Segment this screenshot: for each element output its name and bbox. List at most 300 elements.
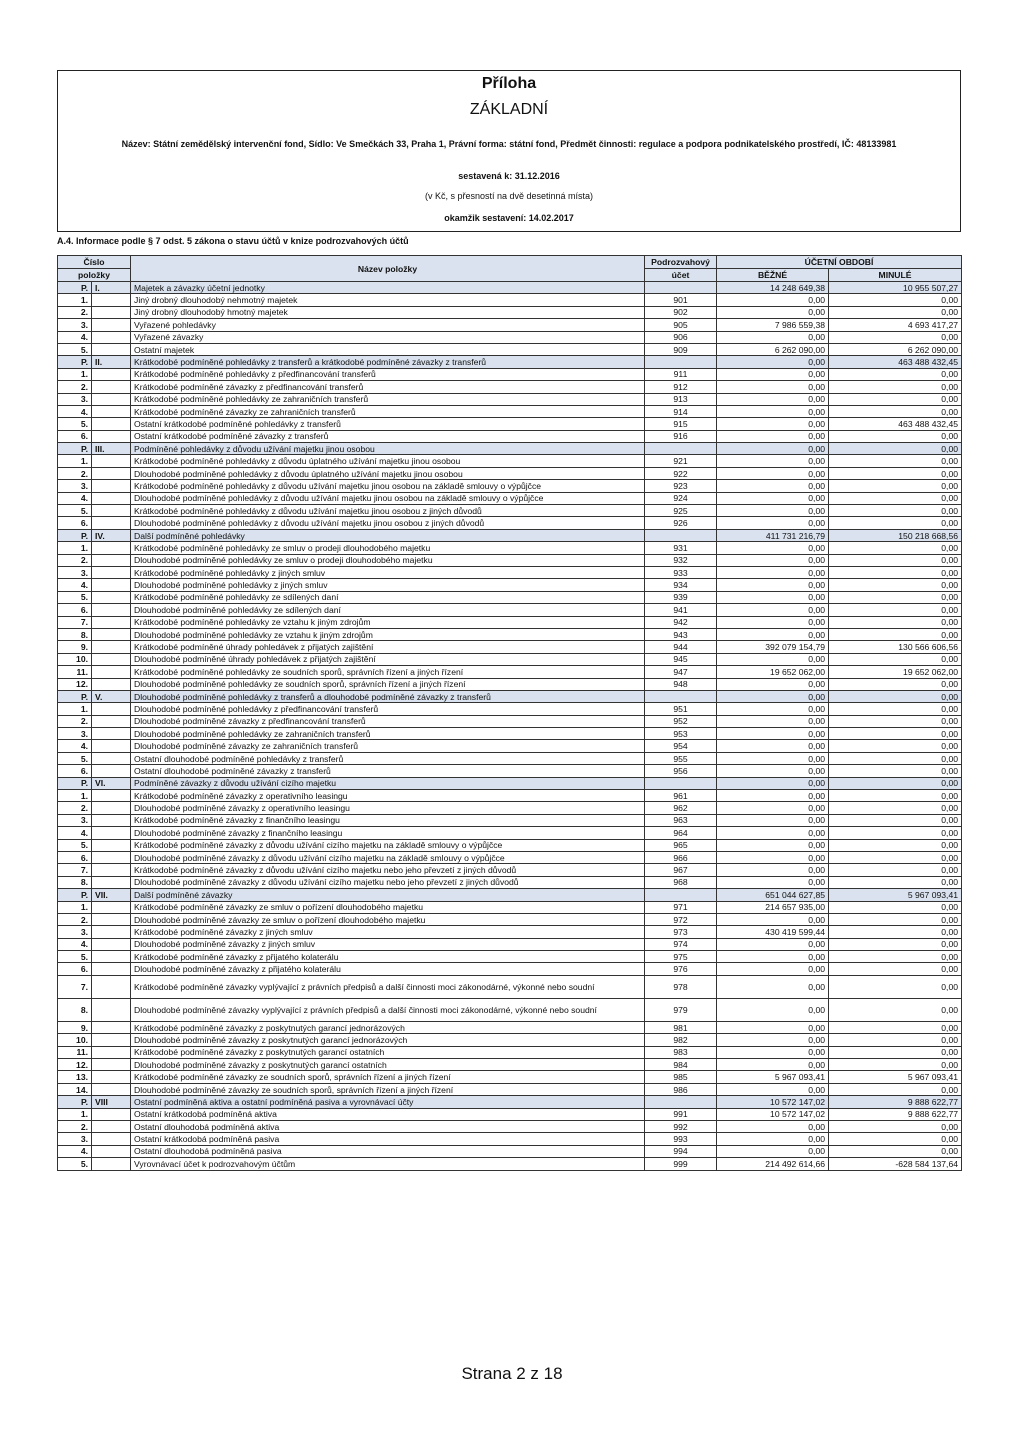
item-number: 6. <box>58 430 92 442</box>
item-name: Krátkodobé podmíněné závazky z poskytnutých garancí ostatních <box>131 1046 645 1058</box>
previous-period-value: 0,00 <box>829 306 962 318</box>
item-name: Krátkodobé podmíněné závazky z poskytnutých garancí jednorázových <box>131 1021 645 1033</box>
item-number: 1. <box>58 368 92 380</box>
account-number: 916 <box>645 430 717 442</box>
account-number: 961 <box>645 790 717 802</box>
account-number: 924 <box>645 492 717 504</box>
current-period-value: 0,00 <box>717 628 829 640</box>
previous-period-value: 0,00 <box>829 963 962 975</box>
item-number: P. <box>58 1096 92 1108</box>
account-number: 979 <box>645 998 717 1021</box>
current-period-value: 0,00 <box>717 864 829 876</box>
table-row <box>58 1158 962 1170</box>
item-number-header-2: položky <box>58 269 131 282</box>
previous-period-value: 0,00 <box>829 591 962 603</box>
account-number: 942 <box>645 616 717 628</box>
account-number: 963 <box>645 814 717 826</box>
account-number: 944 <box>645 641 717 653</box>
item-group-numeral <box>92 1158 131 1170</box>
current-period-value: 0,00 <box>717 998 829 1021</box>
account-number: 993 <box>645 1133 717 1145</box>
item-name: Dlouhodobé podmíněné závazky z poskytnutých garancí ostatních <box>131 1059 645 1071</box>
item-number: 10. <box>58 1034 92 1046</box>
current-period-value: 0,00 <box>717 728 829 740</box>
table-body <box>58 282 962 1171</box>
item-number: 12. <box>58 1059 92 1071</box>
item-group-numeral <box>92 294 131 306</box>
current-period-value: 0,00 <box>717 938 829 950</box>
account-number: 905 <box>645 319 717 331</box>
current-period-header: BĚŽNÉ <box>717 269 829 282</box>
item-group-numeral <box>92 1083 131 1095</box>
item-name: Dlouhodobé podmíněné pohledávky z transferů a dlouhodobé podmíněné závazky z transferů <box>131 690 645 702</box>
item-group-numeral <box>92 851 131 863</box>
item-number: 6. <box>58 604 92 616</box>
previous-period-value: 150 218 668,56 <box>829 529 962 541</box>
previous-period-value: 0,00 <box>829 393 962 405</box>
item-name: Dlouhodobé podmíněné závazky ze zahraničních transferů <box>131 740 645 752</box>
previous-period-value: 19 652 062,00 <box>829 666 962 678</box>
item-number: 5. <box>58 343 92 355</box>
current-period-value: 0,00 <box>717 765 829 777</box>
item-number: 6. <box>58 851 92 863</box>
item-name: Ostatní krátkodobé podmíněné pohledávky z transferů <box>131 418 645 430</box>
account-number: 956 <box>645 765 717 777</box>
table-row <box>58 951 962 963</box>
account-number <box>645 282 717 294</box>
item-number: 4. <box>58 579 92 591</box>
table-row <box>58 998 962 1021</box>
account-header: Podrozvahový <box>645 256 717 269</box>
item-number: 6. <box>58 963 92 975</box>
current-period-value: 10 572 147,02 <box>717 1108 829 1120</box>
account-number: 971 <box>645 901 717 913</box>
item-group-numeral <box>92 591 131 603</box>
account-number: 913 <box>645 393 717 405</box>
item-group-numeral <box>92 368 131 380</box>
previous-period-value: 0,00 <box>829 678 962 690</box>
table-row <box>58 1121 962 1133</box>
item-name: Krátkodobé podmíněné pohledávky ze sdílených daní <box>131 591 645 603</box>
account-number: 923 <box>645 480 717 492</box>
item-group-numeral <box>92 998 131 1021</box>
current-period-value: 0,00 <box>717 653 829 665</box>
item-group-numeral <box>92 480 131 492</box>
item-group-numeral: I. <box>92 282 131 294</box>
table-row <box>58 418 962 430</box>
item-number: 4. <box>58 1145 92 1157</box>
item-group-numeral <box>92 343 131 355</box>
previous-period-value: 0,00 <box>829 998 962 1021</box>
item-group-numeral <box>92 913 131 925</box>
current-period-value: 0,00 <box>717 405 829 417</box>
table-row <box>58 1021 962 1033</box>
account-number <box>645 356 717 368</box>
current-period-value: 0,00 <box>717 1021 829 1033</box>
previous-period-value: 0,00 <box>829 331 962 343</box>
account-number <box>645 529 717 541</box>
item-number: 2. <box>58 381 92 393</box>
previous-period-value: 10 955 507,27 <box>829 282 962 294</box>
table-row <box>58 864 962 876</box>
item-number: 2. <box>58 715 92 727</box>
item-number: 14. <box>58 1083 92 1095</box>
item-name: Dlouhodobé podmíněné pohledávky ze vztahu k jiným zdrojům <box>131 628 645 640</box>
current-period-value: 651 044 627,85 <box>717 889 829 901</box>
item-name: Majetek a závazky účetní jednotky <box>131 282 645 294</box>
current-period-value: 0,00 <box>717 505 829 517</box>
previous-period-value: 0,00 <box>829 517 962 529</box>
current-period-value: 0,00 <box>717 554 829 566</box>
account-number: 921 <box>645 455 717 467</box>
current-period-value: 0,00 <box>717 752 829 764</box>
current-period-value: 0,00 <box>717 492 829 504</box>
previous-period-value: 0,00 <box>829 616 962 628</box>
current-period-value: 0,00 <box>717 443 829 455</box>
previous-period-value: 5 967 093,41 <box>829 889 962 901</box>
item-name: Vyřazené závazky <box>131 331 645 343</box>
account-number: 972 <box>645 913 717 925</box>
compiled-date: sestavená k: 31.12.2016 <box>458 171 560 181</box>
table-row <box>58 480 962 492</box>
account-number: 978 <box>645 975 717 998</box>
item-name: Krátkodobé podmíněné pohledávky ze smluv o prodeji dlouhodobého majetku <box>131 542 645 554</box>
table-row <box>58 765 962 777</box>
current-period-value: 7 986 559,38 <box>717 319 829 331</box>
item-number: 7. <box>58 975 92 998</box>
document-title: Příloha <box>481 75 537 92</box>
table-row <box>58 1108 962 1120</box>
current-period-value: 0,00 <box>717 740 829 752</box>
item-number: 9. <box>58 1021 92 1033</box>
previous-period-value: 0,00 <box>829 703 962 715</box>
item-name: Krátkodobé podmíněné pohledávky z předfinancování transferů <box>131 368 645 380</box>
item-number: 9. <box>58 641 92 653</box>
previous-period-value: 0,00 <box>829 505 962 517</box>
current-period-value: 10 572 147,02 <box>717 1096 829 1108</box>
current-period-value: 0,00 <box>717 393 829 405</box>
previous-period-value: 0,00 <box>829 381 962 393</box>
account-number: 985 <box>645 1071 717 1083</box>
account-number: 911 <box>645 368 717 380</box>
previous-period-value: 0,00 <box>829 728 962 740</box>
item-group-numeral <box>92 1034 131 1046</box>
item-group-numeral <box>92 864 131 876</box>
item-number: 3. <box>58 814 92 826</box>
item-name: Krátkodobé podmíněné závazky z operativního leasingu <box>131 790 645 802</box>
item-number: 8. <box>58 628 92 640</box>
item-name: Krátkodobé podmíněné pohledávky ze zahraničních transferů <box>131 393 645 405</box>
item-name: Dlouhodobé podmíněné závazky z důvodu užívání cizího majetku na základě smlouvy o výpůjčce <box>131 851 645 863</box>
item-name: Krátkodobé podmíněné pohledávky ze vztahu k jiným zdrojům <box>131 616 645 628</box>
current-period-value: 0,00 <box>717 591 829 603</box>
table-row <box>58 963 962 975</box>
item-number: 5. <box>58 591 92 603</box>
item-name: Dlouhodobé podmíněné závazky z přijatého kolaterálu <box>131 963 645 975</box>
item-group-numeral <box>92 405 131 417</box>
item-group-numeral <box>92 1121 131 1133</box>
current-period-value: 214 657 935,00 <box>717 901 829 913</box>
account-number: 914 <box>645 405 717 417</box>
current-period-value: 0,00 <box>717 604 829 616</box>
previous-period-value: 0,00 <box>829 777 962 789</box>
item-number: 1. <box>58 703 92 715</box>
item-name: Dlouhodobé podmíněné závazky ze soudních sporů, správních řízení a jiných řízení <box>131 1083 645 1095</box>
item-group-numeral: III. <box>92 443 131 455</box>
item-number: 2. <box>58 467 92 479</box>
current-period-value: 0,00 <box>717 913 829 925</box>
previous-period-value: 0,00 <box>829 851 962 863</box>
table-row <box>58 628 962 640</box>
current-period-value: 5 967 093,41 <box>717 1071 829 1083</box>
units-note: (v Kč, s přesností na dvě desetinná místa) <box>424 191 594 201</box>
item-number: 2. <box>58 1121 92 1133</box>
previous-period-value: 463 488 432,45 <box>829 356 962 368</box>
item-name: Krátkodobé podmíněné pohledávky z důvodu užívání majetku jinou osobou na základě smlouvy o výpůjčce <box>131 480 645 492</box>
current-period-value: 214 492 614,66 <box>717 1158 829 1170</box>
item-group-numeral <box>92 306 131 318</box>
item-number: 8. <box>58 998 92 1021</box>
item-group-numeral <box>92 1108 131 1120</box>
item-group-numeral <box>92 839 131 851</box>
item-number: 4. <box>58 938 92 950</box>
previous-period-value: 4 693 417,27 <box>829 319 962 331</box>
item-group-numeral <box>92 455 131 467</box>
table-row <box>58 542 962 554</box>
current-period-value: 0,00 <box>717 1121 829 1133</box>
previous-period-value: 0,00 <box>829 1145 962 1157</box>
table-row <box>58 1059 962 1071</box>
item-group-numeral: II. <box>92 356 131 368</box>
table-row <box>58 430 962 442</box>
previous-period-value: 9 888 622,77 <box>829 1108 962 1120</box>
off-balance-table <box>57 255 962 1171</box>
item-number: 4. <box>58 492 92 504</box>
item-name: Dlouhodobé podmíněné závazky ze smluv o pořízení dlouhodobého majetku <box>131 913 645 925</box>
item-number: 2. <box>58 802 92 814</box>
item-group-numeral <box>92 331 131 343</box>
item-group-numeral <box>92 492 131 504</box>
table-row <box>58 368 962 380</box>
previous-period-value: 0,00 <box>829 790 962 802</box>
item-number: 7. <box>58 616 92 628</box>
page-number: Strana 2 z 18 <box>461 1364 563 1383</box>
current-period-value: 0,00 <box>717 690 829 702</box>
item-group-numeral <box>92 467 131 479</box>
group-row <box>58 529 962 541</box>
item-name: Krátkodobé podmíněné závazky ze zahraničních transferů <box>131 405 645 417</box>
account-number: 982 <box>645 1034 717 1046</box>
item-number: 2. <box>58 306 92 318</box>
item-number: 6. <box>58 517 92 529</box>
current-period-value: 0,00 <box>717 616 829 628</box>
account-number <box>645 443 717 455</box>
current-period-value: 0,00 <box>717 777 829 789</box>
item-group-numeral <box>92 963 131 975</box>
item-group-numeral <box>92 604 131 616</box>
account-number: 975 <box>645 951 717 963</box>
item-group-numeral <box>92 517 131 529</box>
item-number: 4. <box>58 827 92 839</box>
group-row <box>58 777 962 789</box>
previous-period-value: 0,00 <box>829 926 962 938</box>
item-number: P. <box>58 443 92 455</box>
entity-info: Název: Státní zemědělský intervenční fond, Sídlo: Ve Smečkách 33, Praha 1, Právní forma: státní fond, Předmět činnosti: regulace a podpora podnikatelského prostředí, IČ: 48133981 <box>121 139 897 149</box>
item-name-header: Název položky <box>131 256 645 282</box>
compilation-moment: okamžik sestavení: 14.02.2017 <box>444 213 574 223</box>
current-period-value: 0,00 <box>717 455 829 467</box>
item-name: Ostatní podmíněná aktiva a ostatní podmíněná pasiva a vyrovnávací účty <box>131 1096 645 1108</box>
item-number: 10. <box>58 653 92 665</box>
item-number: 7. <box>58 864 92 876</box>
account-number: 965 <box>645 839 717 851</box>
current-period-value: 0,00 <box>717 703 829 715</box>
table-row <box>58 802 962 814</box>
previous-period-value: -628 584 137,64 <box>829 1158 962 1170</box>
table-row <box>58 393 962 405</box>
item-group-numeral <box>92 814 131 826</box>
account-number: 986 <box>645 1083 717 1095</box>
item-group-numeral <box>92 381 131 393</box>
item-name: Krátkodobé podmíněné závazky z důvodu užívání cizího majetku nebo jeho převzetí z jiných důvodů <box>131 864 645 876</box>
account-number: 981 <box>645 1021 717 1033</box>
group-row <box>58 282 962 294</box>
current-period-value: 0,00 <box>717 975 829 998</box>
item-name: Dlouhodobé podmíněné pohledávky z důvodu užívání majetku jinou osobou na základě smlouvy o výpůjčce <box>131 492 645 504</box>
item-name: Další podmíněné pohledávky <box>131 529 645 541</box>
previous-period-value: 0,00 <box>829 951 962 963</box>
item-number: 5. <box>58 839 92 851</box>
item-number-header: Číslo <box>58 256 131 269</box>
account-number: 999 <box>645 1158 717 1170</box>
account-number: 955 <box>645 752 717 764</box>
item-group-numeral <box>92 1021 131 1033</box>
account-number: 973 <box>645 926 717 938</box>
item-number: 11. <box>58 1046 92 1058</box>
current-period-value: 430 419 599,44 <box>717 926 829 938</box>
account-number: 954 <box>645 740 717 752</box>
table-row <box>58 343 962 355</box>
current-period-value: 0,00 <box>717 306 829 318</box>
account-number: 943 <box>645 628 717 640</box>
item-name: Dlouhodobé podmíněné pohledávky ze sdílených daní <box>131 604 645 616</box>
item-name: Podmíněné pohledávky z důvodu užívání majetku jinou osobou <box>131 443 645 455</box>
item-name: Dlouhodobé podmíněné pohledávky ze soudních sporů, správních řízení a jiných řízení <box>131 678 645 690</box>
previous-period-value: 0,00 <box>829 765 962 777</box>
item-group-numeral <box>92 542 131 554</box>
current-period-value: 0,00 <box>717 579 829 591</box>
item-number: 4. <box>58 331 92 343</box>
item-number: P. <box>58 282 92 294</box>
item-number: 1. <box>58 455 92 467</box>
current-period-value: 0,00 <box>717 430 829 442</box>
previous-period-value: 0,00 <box>829 294 962 306</box>
table-row <box>58 566 962 578</box>
previous-period-value: 0,00 <box>829 690 962 702</box>
item-group-numeral <box>92 678 131 690</box>
table-row <box>58 641 962 653</box>
account-number <box>645 1096 717 1108</box>
table-row <box>58 1071 962 1083</box>
item-number: 3. <box>58 566 92 578</box>
item-number: 3. <box>58 480 92 492</box>
previous-period-value: 5 967 093,41 <box>829 1071 962 1083</box>
table-row <box>58 1034 962 1046</box>
table-row <box>58 467 962 479</box>
item-group-numeral <box>92 430 131 442</box>
item-name: Ostatní dlouhodobé podmíněné závazky z transferů <box>131 765 645 777</box>
item-number: 12. <box>58 678 92 690</box>
item-group-numeral <box>92 703 131 715</box>
previous-period-value: 0,00 <box>829 1121 962 1133</box>
account-number: 953 <box>645 728 717 740</box>
section-heading: A.4. Informace podle § 7 odst. 5 zákona o stavu účtů v knize podrozvahových účtů <box>57 236 409 246</box>
table-row <box>58 517 962 529</box>
item-number: 11. <box>58 666 92 678</box>
table-row <box>58 752 962 764</box>
current-period-value: 0,00 <box>717 517 829 529</box>
account-number: 994 <box>645 1145 717 1157</box>
current-period-value: 0,00 <box>717 1133 829 1145</box>
item-name: Krátkodobé podmíněné pohledávky z jiných smluv <box>131 566 645 578</box>
item-group-numeral <box>92 1046 131 1058</box>
item-name: Krátkodobé podmíněné závazky z předfinancování transferů <box>131 381 645 393</box>
item-name: Dlouhodobé podmíněné závazky z poskytnutých garancí jednorázových <box>131 1034 645 1046</box>
previous-period-value: 130 566 606,56 <box>829 641 962 653</box>
item-group-numeral <box>92 579 131 591</box>
item-number: 1. <box>58 790 92 802</box>
item-name: Dlouhodobé podmíněné závazky z jiných smluv <box>131 938 645 950</box>
item-number: P. <box>58 690 92 702</box>
document-subtitle: ZÁKLADNÍ <box>469 101 549 118</box>
account-number: 952 <box>645 715 717 727</box>
account-number: 983 <box>645 1046 717 1058</box>
previous-period-value: 0,00 <box>829 455 962 467</box>
previous-period-value: 0,00 <box>829 876 962 888</box>
item-name: Ostatní dlouhodobé podmíněné pohledávky z transferů <box>131 752 645 764</box>
item-group-numeral <box>92 765 131 777</box>
item-group-numeral <box>92 1133 131 1145</box>
previous-period-value: 0,00 <box>829 566 962 578</box>
current-period-value: 0,00 <box>717 963 829 975</box>
item-name: Dlouhodobé podmíněné pohledávky ze zahraničních transferů <box>131 728 645 740</box>
table-row <box>58 616 962 628</box>
group-row <box>58 443 962 455</box>
item-name: Dlouhodobé podmíněné závazky vyplývající z právních předpisů a další činnosti moci zákonodárné, výkonné nebo soudní <box>131 998 645 1021</box>
account-number: 906 <box>645 331 717 343</box>
table-row <box>58 839 962 851</box>
current-period-value: 0,00 <box>717 1059 829 1071</box>
account-number: 912 <box>645 381 717 393</box>
item-group-numeral <box>92 938 131 950</box>
table-row <box>58 901 962 913</box>
item-name: Dlouhodobé podmíněné závazky z operativního leasingu <box>131 802 645 814</box>
account-number: 909 <box>645 343 717 355</box>
account-number: 932 <box>645 554 717 566</box>
previous-period-value: 0,00 <box>829 802 962 814</box>
account-number: 945 <box>645 653 717 665</box>
table-row <box>58 331 962 343</box>
item-group-numeral <box>92 505 131 517</box>
item-number: 3. <box>58 728 92 740</box>
previous-period-value: 0,00 <box>829 913 962 925</box>
table-row <box>58 579 962 591</box>
table-row <box>58 591 962 603</box>
item-group-numeral <box>92 951 131 963</box>
account-number <box>645 777 717 789</box>
account-number <box>645 690 717 702</box>
item-number: 5. <box>58 418 92 430</box>
